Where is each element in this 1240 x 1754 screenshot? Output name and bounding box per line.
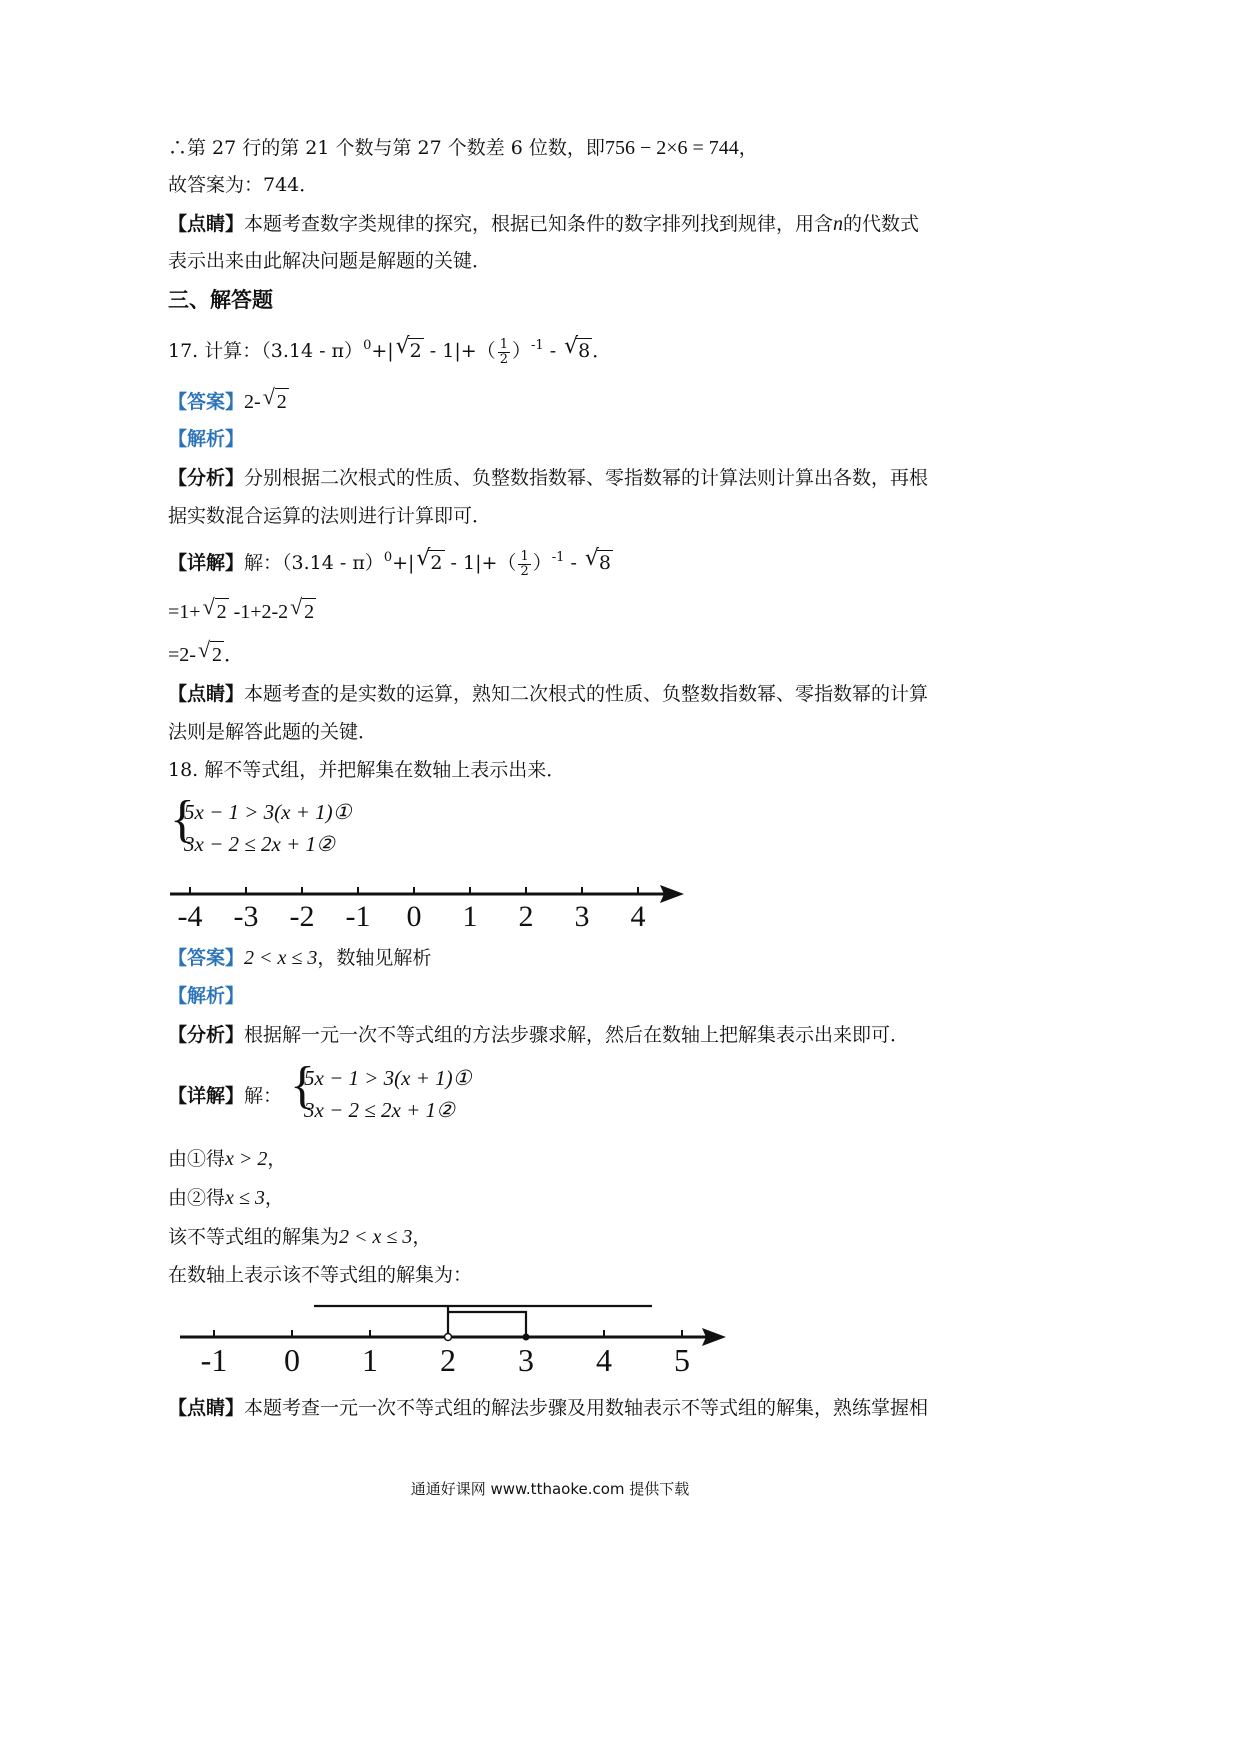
xiangjie-17: 【详解】解：（3.14 - π）$^0$+| √ 2 - 1|+（ $\frac{1}{2}$ ）$^{-1}$ - √ 8 xyxy=(168,546,611,579)
dianjing-18: 【点睛】本题考查一元一次不等式组的解法步骤及用数轴表示不等式组的解集，熟练掌握相 xyxy=(168,1397,929,1419)
axis-tick-label: 2 xyxy=(518,900,534,933)
axis-tick-label: -1 xyxy=(200,1342,228,1378)
sqrt-2: √ 2 xyxy=(416,546,443,575)
solve-step-3: 该不等式组的解集为2 < x ≤ 3， xyxy=(168,1226,432,1248)
axis-tick-label: -2 xyxy=(289,900,315,933)
inequality-1: 5x − 1 > 3(x + 1)① xyxy=(184,800,352,824)
axis-tick-label: -3 xyxy=(233,900,259,933)
fenxi-18: 【分析】根据解一元一次不等式组的方法步骤求解，然后在数轴上把解集表示出来即可． xyxy=(168,1024,910,1046)
fenxi-tag: 【分析】 xyxy=(168,1024,245,1046)
step-2: =2- √ 2 ． xyxy=(168,637,244,666)
fenxi-tag: 【分析】 xyxy=(168,467,245,489)
solution-bracket-right xyxy=(448,1312,526,1337)
dianjing-tag: 【点睛】 xyxy=(168,213,245,235)
solve-step-2: 由②得x ≤ 3， xyxy=(168,1187,284,1209)
jiexi-tag: 【解析】 xyxy=(168,428,245,450)
dianjing-17-cont: 法则是解答此题的关键． xyxy=(168,721,378,743)
sqrt-8: √ 8 xyxy=(584,546,611,575)
arrow-head-icon xyxy=(660,885,684,903)
text-line-1: ∴第 27 行的第 21 个数与第 27 个数差 6 位数，即756 − 2×6 = 744， xyxy=(168,137,758,159)
fenxi-paragraph-cont: 据实数混合运算的法则进行计算即可． xyxy=(168,505,492,527)
question-18: 18. 解不等式组，并把解集在数轴上表示出来． xyxy=(168,759,566,781)
fraction-one-half: $\frac{1}{2}$ xyxy=(520,549,529,579)
axis-tick-label: 0 xyxy=(406,900,422,933)
arrow-head-icon xyxy=(702,1328,726,1346)
xiangjie-tag: 【详解】 xyxy=(168,1085,245,1107)
inequality-2: 3x − 2 ≤ 2x + 1② xyxy=(304,1098,455,1122)
brace: { xyxy=(290,1057,315,1114)
answer-18: 【答案】2 < x ≤ 3，数轴见解析 xyxy=(168,947,432,969)
inequality-2: 3x − 2 ≤ 2x + 1② xyxy=(184,832,335,856)
dianjing-tag: 【点睛】 xyxy=(168,1397,245,1419)
fenxi-paragraph: 【分析】分别根据二次根式的性质、负整数指数幂、零指数幂的计算法则计算出各数，再根 xyxy=(168,467,929,489)
footer-source: 通通好课网 www.tthaoke.com 提供下载 xyxy=(410,1480,690,1498)
closed-point-3 xyxy=(523,1334,530,1341)
inequality-1: 5x − 1 > 3(x + 1)① xyxy=(304,1066,472,1090)
fraction-one-half: $\frac{1}{2}$ xyxy=(499,337,508,367)
answer-tag: 【答案】 xyxy=(168,391,245,413)
question-17: 17. 计算：（3.14 - π）$^0$+| √ 2 - 1|+（ $\frac{1}{2}$ ）$^{-1}$ - √ 8 ． xyxy=(168,334,612,367)
solve-step-1: 由①得x > 2， xyxy=(168,1148,287,1170)
xiangjie-tag: 【详解】 xyxy=(168,552,245,575)
axis-tick-label: 4 xyxy=(630,900,646,933)
axis-tick-label: 0 xyxy=(284,1342,300,1378)
sqrt-2: √ 2 xyxy=(395,334,422,363)
inequality-system xyxy=(290,1057,490,1130)
axis-tick-label: -1 xyxy=(345,900,371,933)
text-line-4: 表示出来由此解决问题是解题的关键． xyxy=(168,250,492,272)
xiangjie-18: 【详解】解： xyxy=(168,1085,283,1107)
step-1: =1+ √ 2 -1+2-2 √ 2 xyxy=(168,594,315,623)
axis-tick-label: 1 xyxy=(362,1342,378,1378)
axis-tick-label: -4 xyxy=(177,900,203,933)
dianjing-tag: 【点睛】 xyxy=(168,683,245,705)
dianjing-17: 【点睛】本题考查的是实数的运算，熟知二次根式的性质、负整数指数幂、零指数幂的计算 xyxy=(168,683,929,705)
jiexi-tag: 【解析】 xyxy=(168,985,245,1007)
brace: { xyxy=(170,791,195,848)
open-point-2 xyxy=(445,1334,452,1341)
answer-17: 【答案】2- √ 2 xyxy=(168,384,287,413)
answer-tag: 【答案】 xyxy=(168,947,245,969)
sqrt-2: √ 2 xyxy=(262,384,287,413)
axis-tick-label: 5 xyxy=(674,1342,690,1378)
axis-tick-label: 4 xyxy=(596,1342,612,1378)
solve-step-4: 在数轴上表示该不等式组的解集为： xyxy=(168,1264,473,1286)
sqrt-2: √ 2 xyxy=(290,594,315,623)
sqrt-8: √ 8 xyxy=(564,334,591,363)
axis-tick-label: 3 xyxy=(574,900,590,933)
axis-tick-label: 3 xyxy=(518,1342,534,1378)
sqrt-2: √ 2 xyxy=(202,594,227,623)
section-title: 三、解答题 xyxy=(168,288,273,312)
dianjing-paragraph: 【点睛】本题考查数字类规律的探究，根据已知条件的数字排列找到规律，用含n的代数式 xyxy=(168,213,920,235)
text-line-2: 故答案为：744． xyxy=(168,174,319,196)
inequality-system xyxy=(170,791,370,864)
math-expression: 756 − 2×6 = 744 xyxy=(604,137,739,159)
axis-tick-label: 1 xyxy=(462,900,478,933)
sqrt-2: √ 2 xyxy=(197,637,222,666)
axis-tick-label: 2 xyxy=(440,1342,456,1378)
